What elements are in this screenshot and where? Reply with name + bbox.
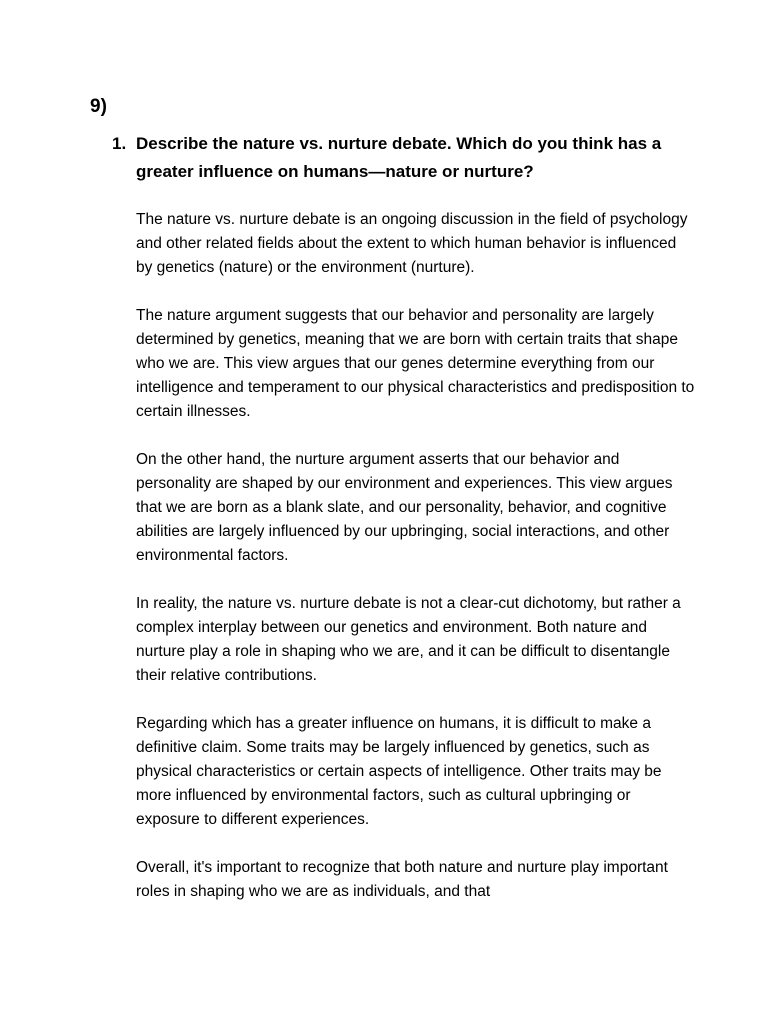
answer-paragraph: The nature argument suggests that our behavior and personality are largely determined by genetics, meaning that we are born with certain traits that shape who we are. This view argues that our genes determine everything from our intelligence and temperament to our physical characteristics and predisposition to certain illnesses. (136, 307, 695, 420)
answer-body (136, 208, 696, 928)
answer-paragraph: On the other hand, the nurture argument asserts that our behavior and personality are shaped by our environment and experiences. This view argues that we are born as a blank slate, and our personality, behavior, and cognitive abilities are largely influenced by our upbringing, social interactions, and other environmental factors. (136, 451, 673, 564)
question-heading (112, 130, 682, 186)
question-text: Describe the nature vs. nurture debate. Which do you think has a greater influence on humans—nature or nurture? (136, 134, 662, 181)
answer-paragraph: In reality, the nature vs. nurture debate is not a clear-cut dichotomy, but rather a complex interplay between our genetics and environment. Both nature and nurture play a role in shaping who we are, and it can be difficult to disentangle their relative contributions. (136, 595, 681, 684)
section-number: 9) (90, 96, 107, 117)
answer-paragraph: Overall, it's important to recognize that both nature and nurture play important roles in shaping who we are as individuals, and that (136, 859, 668, 900)
answer-paragraph: Regarding which has a greater influence on humans, it is difficult to make a definitive claim. Some traits may be largely influenced by genetics, such as physical characteristics or certain aspects of intelligence. Other traits may be more influenced by environmental factors, such as cultural upbringing or exposure to different experiences. (136, 715, 662, 828)
answer-paragraph: The nature vs. nurture debate is an ongoing discussion in the field of psychology and other related fields about the extent to which human behavior is influenced by genetics (nature) or the environment (nurture). (136, 211, 688, 276)
question-number: 1. (112, 134, 127, 153)
